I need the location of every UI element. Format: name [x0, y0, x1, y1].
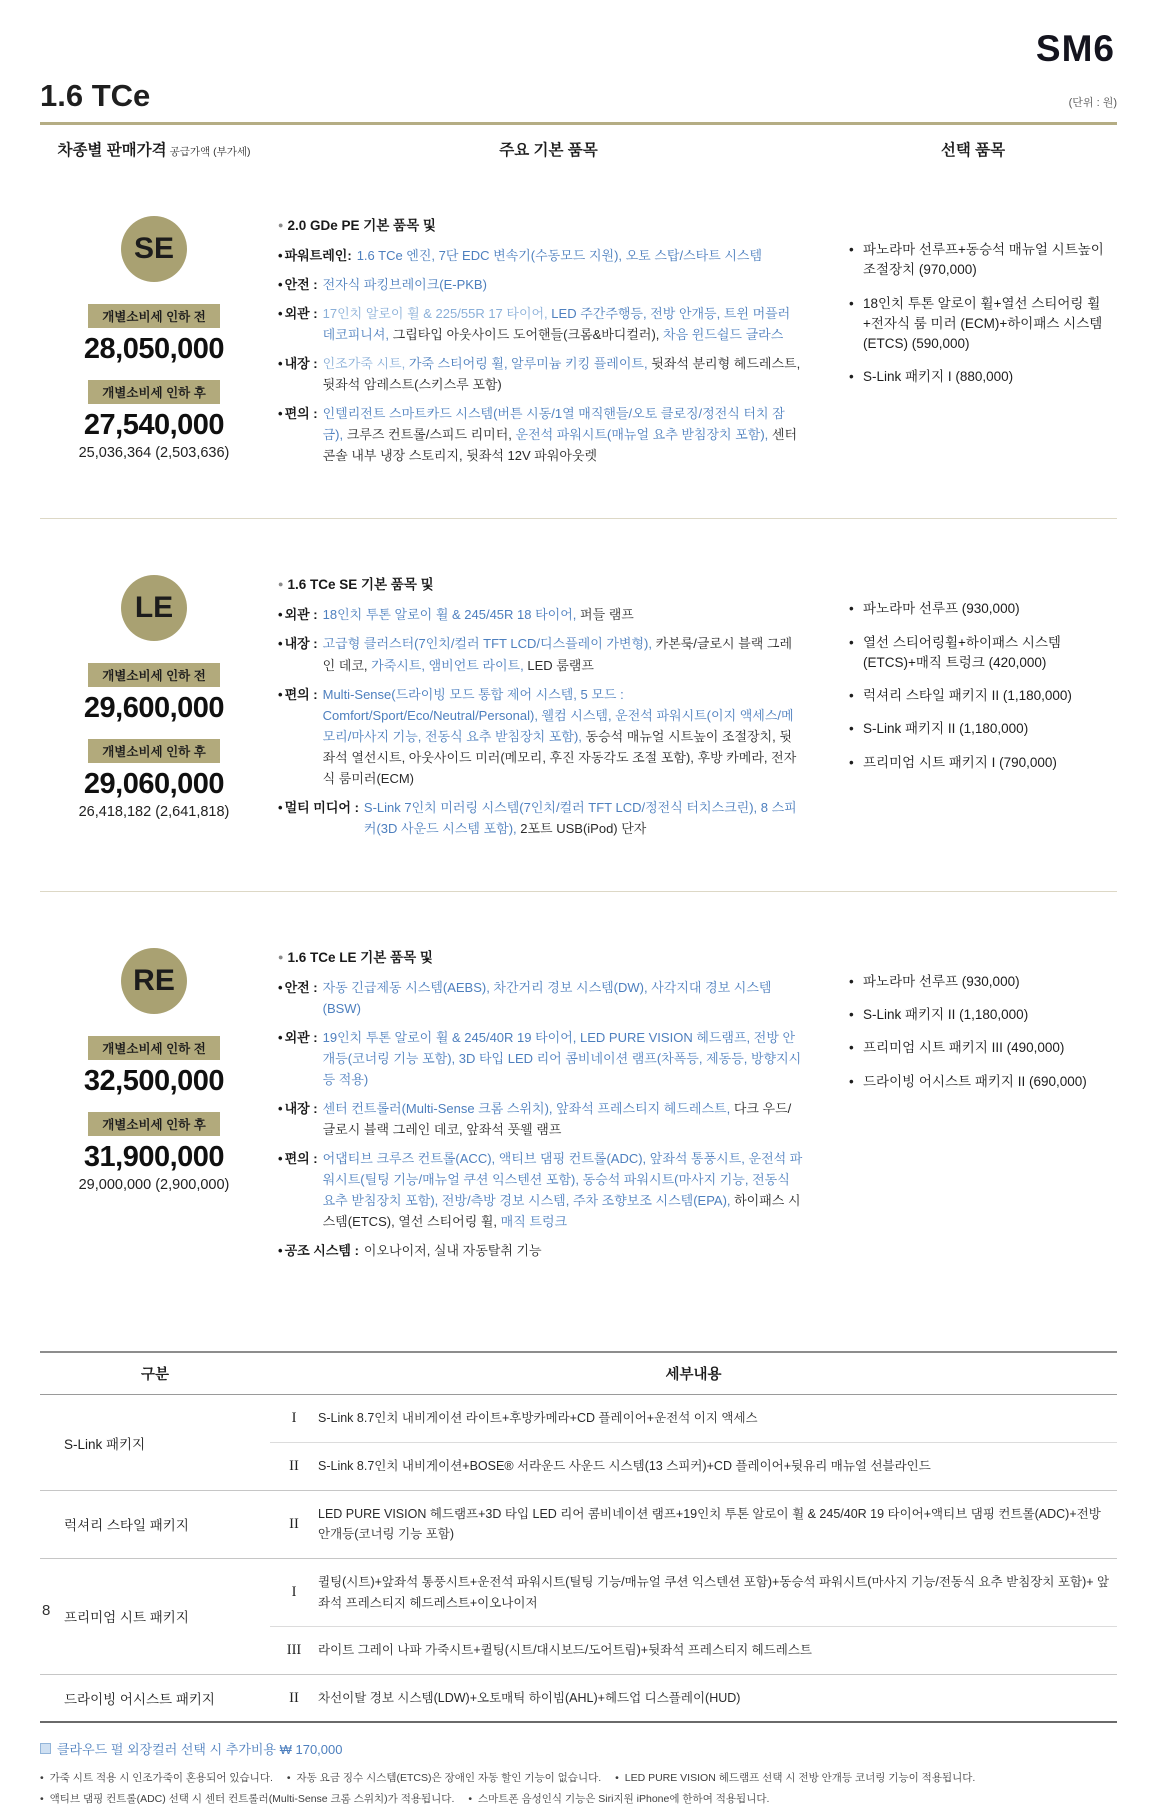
feature-segment: 17인치 알로이 휠 & 225/55R 17 타이어, [322, 306, 552, 322]
trim-options [829, 942, 1117, 1270]
package-group [40, 1395, 1117, 1489]
feature-text [323, 353, 803, 395]
package-rows [270, 1675, 1117, 1722]
footnote-lines [40, 1768, 1117, 1810]
feature-category-label: • 안전 : [278, 977, 318, 1019]
price-before: 28,050,000 [83, 333, 225, 365]
price-after: 29,060,000 [83, 768, 225, 801]
option-item: • 파노라마 선루프 (930,000) [849, 972, 1117, 992]
feature-segment: 가죽시트, 앰비언트 라이트, [371, 657, 528, 673]
feature-category-label: • 편의 : [278, 403, 318, 466]
feature-segment: 이오나이저, 실내 자동탈취 기능 [363, 1243, 542, 1259]
footnote-line [40, 1789, 1117, 1810]
brand-logo: SM6 [1035, 28, 1115, 69]
trim-features [268, 569, 829, 846]
feature-segment: 2포트 USB(iPod) 단자 [520, 820, 647, 836]
footnote-item: • 스마트폰 음성인식 기능은 Siri지원 iPhone에 한하여 적용됩니다. [468, 1793, 769, 1805]
feature-segment: 1.6 TCe 엔진, 7단 EDC 변속기(수동모드 지원), 오토 스탑/스타트 시스템 [356, 248, 763, 263]
feature-segment: 그립타입 아웃사이드 도어핸들(크롬&바디컬러), [392, 327, 664, 343]
feature-segment: 다크 우드/글로시 블랙 그레인 데코, 앞좌석 풋웰 램프 [322, 1101, 792, 1138]
package-header-detail: 세부내용 [665, 1367, 722, 1384]
feature-group-heading: ● 1.6 TCe SE 기본 품목 및 [278, 577, 434, 593]
feature-segment: LED 룸램프 [527, 657, 594, 673]
feature-row [278, 245, 803, 266]
feature-category-label: • 안전 : [278, 274, 318, 295]
package-name: 드라이빙 어시스트 패키지 [64, 1692, 215, 1708]
trim-price-block [40, 210, 268, 474]
price-label-before: 개별소비세 인하 전 [88, 1036, 220, 1060]
feature-segment: 자동 긴급제동 시스템(AEBS), 차간거리 경보 시스템(DW), 사각지대 경보 시스템(BSW) [322, 979, 772, 1016]
feature-segment: 하이패스 시스템(ETCS), 열선 스티어링 휠, [322, 1193, 801, 1230]
page-title: 1.6 TCe [40, 78, 151, 113]
feature-text [357, 245, 803, 266]
option-item: • 파노라마 선루프 (930,000) [849, 599, 1117, 619]
package-row [270, 1559, 1117, 1626]
footnote-item: • 자동 요금 징수 시스템(ETCS)은 장애인 자동 할인 기능이 없습니다. [287, 1772, 601, 1784]
footnote-item: • 액티브 댐핑 컨트롤(ADC) 선택 시 센터 컨트롤러(Multi-Sense 크롬 스위치)가 적용됩니다. [40, 1793, 454, 1805]
price-after: 31,900,000 [83, 1140, 225, 1173]
package-tier-numeral: III [286, 1642, 302, 1659]
package-row [270, 1675, 1117, 1722]
feature-text [364, 1240, 803, 1261]
option-item: • 프리미엄 시트 패키지 I (790,000) [849, 753, 1117, 773]
feature-text [323, 403, 803, 466]
feature-row [278, 633, 803, 675]
option-item: • 파노라마 선루프+동승석 매뉴얼 시트높이 조절장치 (970,000) [849, 240, 1117, 281]
package-row [270, 1626, 1117, 1674]
bullet-icon: ● [278, 579, 284, 590]
trim-section-se [40, 160, 1117, 519]
package-detail-text: 퀼팅(시트)+앞좌석 통풍시트+운전석 파워시트(틸팅 기능/매뉴얼 쿠션 익스텐션 포함)+동승석 파워시트(마사지 기능/전동식 요추 받침장치 포함)+ 앞좌석 프레스티지 헤드레스트+이오나이저 [318, 1574, 1110, 1610]
feature-segment: 인텔리전트 스마트카드 시스템(버튼 시동/1열 매직핸들/오토 클로징/정전식 터치 잠금), [322, 406, 785, 443]
package-name: S-Link 패키지 [64, 1436, 146, 1452]
footnotes [40, 1739, 1117, 1810]
page-number: 8 [42, 1602, 51, 1619]
feature-segment: 차음 윈드쉴드 글라스 [663, 327, 784, 343]
price-label-after: 개별소비세 인하 후 [88, 739, 220, 763]
trim-badge: SE [121, 216, 187, 282]
option-item: • 럭셔리 스타일 패키지 II (1,180,000) [849, 686, 1117, 706]
package-tier-numeral: I [291, 1410, 297, 1427]
feature-segment: 크루즈 컨트롤/스피드 리미터, [346, 427, 516, 443]
package-table-header [40, 1353, 1117, 1395]
feature-text [323, 303, 803, 345]
option-item: • 열선 스티어링휠+하이패스 시스템(ETCS)+매직 트렁크 (420,000) [849, 633, 1117, 674]
package-row [270, 1395, 1117, 1442]
column-headers [40, 125, 1117, 160]
feature-category-label: • 공조 시스템 : [278, 1240, 359, 1261]
trim-price-block [40, 569, 268, 846]
feature-row [278, 1027, 803, 1090]
feature-category-label: • 멀티 미디어 : [278, 797, 359, 839]
package-row [270, 1442, 1117, 1490]
package-detail-text: 라이트 그레이 나파 가죽시트+퀼팅(시트/대시보드/도어트림)+뒷좌석 프레스티지 헤드레스트 [318, 1643, 813, 1658]
package-name: 프리미엄 시트 패키지 [64, 1610, 189, 1626]
feature-segment: 어댑티브 크루즈 컨트롤(ACC), 액티브 댐핑 컨트롤(ADC), 앞좌석 통풍시트, 운전석 파워시트(틸팅 기능/매뉴얼 쿠션 익스텐션 포함), 동승석 파워시트(마사지 기능, 전동식 요추 받침장치 포함), 전방/측방 경보 시스템, 주차 조향보조 시스템(EPA), [322, 1151, 803, 1209]
trim-badge: RE [121, 948, 187, 1014]
option-item: • S-Link 패키지 II (1,180,000) [849, 719, 1117, 739]
price-label-after: 개별소비세 인하 후 [88, 380, 220, 404]
package-detail-text: S-Link 8.7인치 내비게이션 라이트+후방카메라+CD 플레이어+운전석 이지 액세스 [318, 1411, 758, 1426]
package-detail-table [40, 1351, 1117, 1723]
feature-segment: 고급형 클러스터(7인치/컬러 TFT LCD/디스플레이 가변형), [322, 636, 656, 652]
unit-note: (단위 : 원) [1068, 97, 1117, 109]
price-label-after: 개별소비세 인하 후 [88, 1112, 220, 1136]
option-list [849, 972, 1117, 1092]
package-rows [270, 1395, 1117, 1489]
color-swatch-icon [40, 1743, 51, 1754]
feature-text [323, 684, 803, 789]
feature-text [323, 1148, 803, 1232]
feature-text [323, 274, 803, 295]
feature-segment: Multi-Sense(드라이빙 모드 통합 제어 시스템, 5 모드 : Comfort/Sport/Eco/Neutral/Personal), 웰컴 시스템, 운전석 파워시트(이지 액세스/메모리/마사지 기능, 전동식 요추 받침장치 포함), [322, 686, 794, 744]
feature-segment: 18인치 투톤 알로이 휠 & 245/45R 18 타이어, [322, 607, 581, 623]
feature-row [278, 1240, 803, 1261]
column-header-options: 선택 품목 [940, 142, 1006, 159]
feature-row [278, 977, 803, 1019]
feature-segment: 카본룩/글로시 블랙 그레인 데코, [322, 636, 793, 673]
option-item: • 드라이빙 어시스트 패키지 II (690,000) [849, 1072, 1117, 1092]
feature-segment: 센터 컨트롤러(Multi-Sense 크롬 스위치), 앞좌석 프레스티지 헤드레스트, [322, 1101, 734, 1117]
bullet-icon: ● [278, 951, 284, 962]
trim-features [268, 942, 829, 1270]
feature-row [278, 684, 803, 789]
trim-section-le [40, 519, 1117, 891]
option-list [849, 599, 1117, 773]
price-detail: 25,036,364 (2,503,636) [78, 445, 230, 461]
option-item: • 프리미엄 시트 패키지 III (490,000) [849, 1038, 1117, 1058]
feature-row [278, 303, 803, 345]
footnote-line [40, 1768, 1117, 1789]
feature-segment: 가죽 스티어링 휠, 알루미늄 키킹 플레이트, [408, 356, 652, 372]
feature-segment: 뒷좌석 분리형 헤드레스트, 뒷좌석 암레스트(스키스루 포함) [322, 356, 801, 393]
feature-segment: S-Link 7인치 미러링 시스템(7인치/컬러 TFT LCD/정전식 터치스크린), 8 스피커(3D 사운드 시스템 포함), [363, 799, 797, 836]
price-detail: 26,418,182 (2,641,818) [78, 804, 230, 821]
package-rows [270, 1559, 1117, 1674]
feature-category-label: • 외관 : [278, 1027, 318, 1090]
price-label-before: 개별소비세 인하 전 [88, 663, 220, 687]
option-item: • 18인치 투톤 알로이 휠+열선 스티어링 휠+전자식 룸 미러 (ECM)+하이패스 시스템(ETCS) (590,000) [849, 294, 1117, 355]
feature-row [278, 604, 803, 625]
package-rows [270, 1491, 1117, 1558]
feature-segment: 전자식 파킹브레이크(E-PKB) [322, 277, 487, 293]
feature-segment: LED 주간주행등, 전방 안개등, 트윈 머플러 데코피니셔, [322, 306, 791, 343]
feature-segment: 19인치 투톤 알로이 휠 & 245/40R 19 타이어, LED PURE VISION 헤드램프, 전방 안개등(코너링 기능 포함), 3D 타입 LED 리어 콤비네이션 램프(차폭등, 제동등, 방향지시등 적용) [322, 1029, 802, 1088]
package-tier-numeral: I [291, 1584, 297, 1601]
feature-category-label: • 내장 : [278, 1098, 318, 1140]
bullet-icon: ● [278, 220, 284, 230]
feature-text [323, 1027, 803, 1090]
option-list [849, 240, 1117, 388]
package-group [40, 1490, 1117, 1558]
feature-text [323, 1098, 803, 1140]
feature-row [278, 403, 803, 466]
trim-options [829, 569, 1117, 846]
feature-text [364, 797, 803, 839]
feature-category-label: • 편의 : [278, 684, 318, 789]
trim-price-block [40, 942, 268, 1270]
feature-text [323, 604, 803, 625]
option-item: • S-Link 패키지 I (880,000) [849, 367, 1117, 387]
trim-options [829, 210, 1117, 474]
price-after: 27,540,000 [83, 409, 225, 441]
feature-row [278, 1098, 803, 1140]
column-header-price-sub: 공급가액 (부가세) [169, 146, 251, 158]
feature-category-label: • 외관 : [278, 604, 318, 625]
package-name: 럭셔리 스타일 패키지 [64, 1518, 189, 1534]
feature-segment: 센터콘솔 내부 냉장 스토리지, 뒷좌석 12V 파워아웃렛 [322, 427, 798, 464]
price-detail: 29,000,000 (2,900,000) [78, 1176, 230, 1193]
price-before: 32,500,000 [83, 1064, 225, 1097]
feature-segment: 동승석 매뉴얼 시트높이 조절장치, 뒷좌석 열선시트, 아웃사이드 미러(메모리, 후진 자동각도 조절 포함), 후방 카메라, 전자식 룸미러(ECM) [322, 728, 797, 786]
trim-features [268, 210, 829, 474]
feature-text [323, 977, 803, 1019]
package-detail-text: 차선이탈 경보 시스템(LDW)+오토매틱 하이빔(AHL)+헤드업 디스플레이(HUD) [318, 1690, 741, 1705]
feature-row [278, 1148, 803, 1232]
feature-row [278, 274, 803, 295]
package-group [40, 1558, 1117, 1674]
feature-row [278, 353, 803, 395]
package-group [40, 1674, 1117, 1722]
column-header-price: 차종별 판매가격 공급가액 (부가세) [57, 142, 251, 159]
footnote-item: • 가죽 시트 적용 시 인조가죽이 혼용되어 있습니다. [40, 1772, 273, 1784]
package-detail-text: S-Link 8.7인치 내비게이션+BOSE® 서라운드 사운드 시스템(13 스피커)+CD 플레이어+뒷유리 매뉴얼 선블라인드 [318, 1459, 931, 1474]
package-tier-numeral: II [289, 1689, 299, 1706]
title-row [40, 78, 1117, 114]
column-header-features: 주요 기본 품목 [499, 142, 598, 159]
feature-category-label: • 파워트레인: [278, 245, 352, 266]
package-tier-numeral: II [289, 1457, 299, 1474]
feature-segment: 운전석 파워시트(매뉴얼 요추 받침장치 포함), [515, 427, 772, 443]
price-before: 29,600,000 [83, 692, 225, 725]
exterior-color-note-text: 클라우드 펄 외장컬러 선택 시 추가비용 ₩ 170,000 [57, 1742, 343, 1758]
feature-segment: 매직 트렁크 [500, 1214, 568, 1230]
feature-segment: 인조가죽 시트, [322, 356, 409, 372]
feature-group-heading: ● 2.0 GDe PE 기본 품목 및 [278, 218, 436, 233]
feature-category-label: • 내장 : [278, 353, 318, 395]
feature-category-label: • 외관 : [278, 303, 318, 345]
package-tier-numeral: II [289, 1515, 299, 1532]
feature-category-label: • 편의 : [278, 1148, 318, 1232]
package-row [270, 1491, 1117, 1558]
trim-section-re [40, 892, 1117, 1314]
feature-segment: 퍼들 램프 [580, 607, 634, 623]
package-table-bottom-rule [40, 1721, 1117, 1723]
package-detail-text: LED PURE VISION 헤드램프+3D 타입 LED 리어 콤비네이션 램프+19인치 투톤 알로이 휠 & 245/40R 19 타이어+액티브 댐핑 컨트롤(ADC)+전방 안개등(코너링 기능 포함) [318, 1506, 1101, 1542]
exterior-color-note [40, 1739, 1117, 1758]
price-label-before: 개별소비세 인하 전 [88, 304, 220, 328]
footnote-item: • LED PURE VISION 헤드램프 선택 시 전방 안개등 코너링 기능이 적용됩니다. [615, 1772, 975, 1784]
feature-category-label: • 내장 : [278, 633, 318, 675]
package-table-body [40, 1395, 1117, 1721]
feature-row [278, 797, 803, 839]
option-item: • S-Link 패키지 II (1,180,000) [849, 1005, 1117, 1025]
feature-text [323, 633, 803, 675]
feature-group-heading: ● 1.6 TCe LE 기본 품목 및 [278, 949, 433, 965]
trim-badge: LE [121, 575, 187, 641]
package-header-category: 구분 [140, 1367, 169, 1384]
